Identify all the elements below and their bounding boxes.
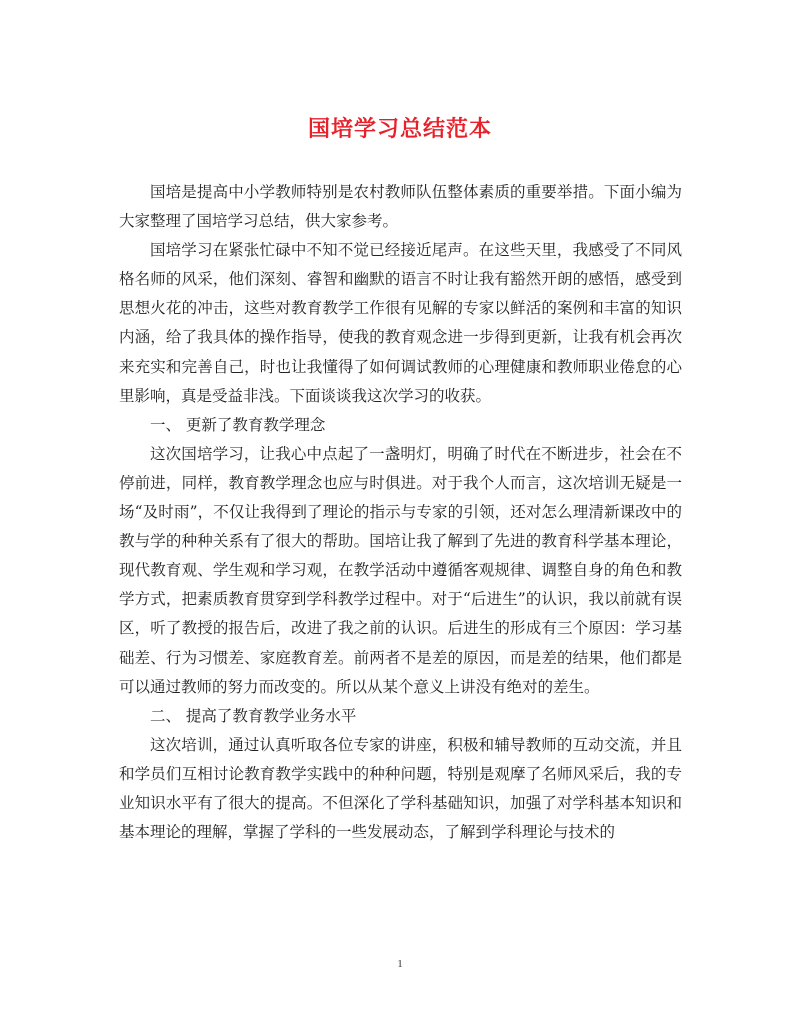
section-heading-2: 二、 提高了教育教学业务水平 — [150, 706, 357, 725]
intro-paragraph: 国培是提高中小学教师特别是农村教师队伍整体素质的重要举措。下面小编为大家整理了国培学习总结，供大家参考。 — [119, 183, 682, 231]
body-paragraph: 这次国培学习，让我心中点起了一盏明灯，明确了时代在不断进步，社会在不停前进，同样，教育教学理念也应与时俱进。对于我个人而言，这次培训无疑是一场“及时雨”，不仅让我得到了理论的指示与专家的引领，还对怎么理清新课改中的教与学的种种关系有了很大的帮助。国培让我了解到了先进的教育科学基本理论，现代教育观、学生观和学习观，在教学活动中遵循客观规律、调整自身的角色和教学方式，把素质教育贯穿到学科教学过程中。对于“后进生”的认识，我以前就有误区，听了教授的报告后，改进了我之前的认识。后进生的形成有三个原因：学习基础差、行为习惯差、家庭教育差。前两者不是差的原因，而是差的结果，他们都是可以通过教师的努力而改变的。所以从某个意义上讲没有绝对的差生。 — [119, 444, 682, 696]
document-body — [119, 178, 682, 847]
body-paragraph: 国培学习在紧张忙碌中不知不觉已经接近尾声。在这些天里，我感受了不同风格名师的风采，他们深刻、睿智和幽默的语言不时让我有豁然开朗的感悟，感受到思想火花的冲击，这些对教育教学工作很有见解的专家以鲜活的案例和丰富的知识内涵，给了我具体的操作指导，使我的教育观念进一步得到更新，让我有机会再次来充实和完善自己，时也让我懂得了如何调试教师的心理健康和教师职业倦怠的心里影响，真是受益非浅。下面谈谈我这次学习的收获。 — [119, 241, 682, 405]
section-heading-1: 一、 更新了教育教学理念 — [150, 415, 326, 434]
body-paragraph: 这次培训，通过认真听取各位专家的讲座，积极和辅导教师的互动交流，并且和学员们互相讨论教育教学实践中的种种问题，特别是观摩了名师风采后，我的专业知识水平有了很大的提高。不但深化了学科基础知识，加强了对学科基本知识和基本理论的理解，掌握了学科的一些发展动态，了解到学科理论与技术的 — [119, 735, 682, 842]
page-number: 1 — [397, 958, 403, 970]
document-title: 国培学习总结范本 — [307, 116, 492, 142]
